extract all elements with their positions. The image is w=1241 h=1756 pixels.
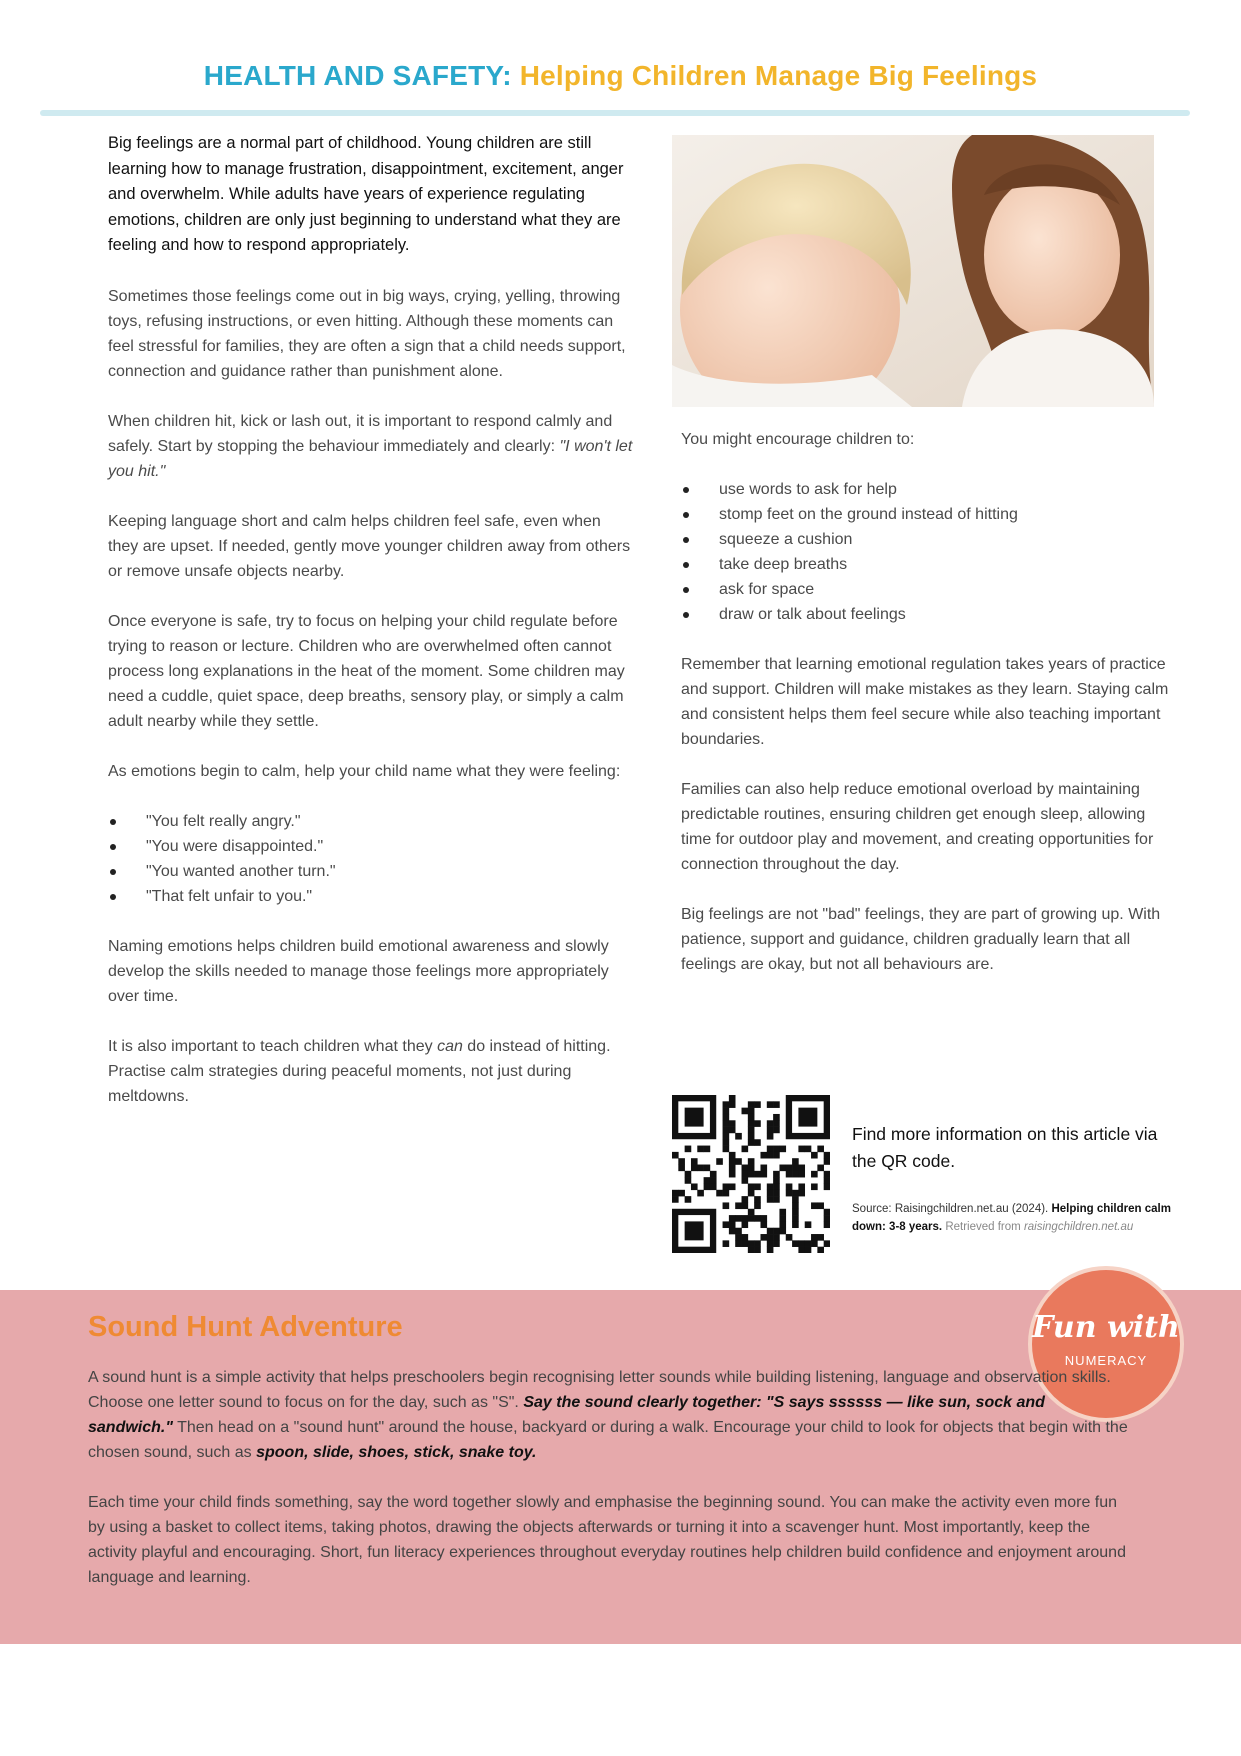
paragraph: Sometimes those feelings come out in big ways, crying, yelling, throwing toys, refusing instructions, or even hitting. Although these moments can feel stressful for families, they are often a sign that a child needs support, connection and guidance rather than punishment alone. bbox=[108, 287, 626, 380]
paragraph: Once everyone is safe, try to focus on helping your child regulate before trying to reason or lecture. Children who are overwhelmed often cannot process long explanations in the heat of the moment. Some children may need a cuddle, quiet space, deep breaths, sensory play, or simply a calm adult nearby while they settle. bbox=[108, 612, 625, 730]
list-item: draw or talk about feelings bbox=[681, 602, 1176, 627]
strategies-list bbox=[681, 477, 1176, 627]
source-label: Source: Raisingchildren.net.au (2024). bbox=[852, 1203, 1052, 1215]
strategies-intro: You might encourage children to: bbox=[681, 431, 915, 448]
photo-illustration bbox=[672, 135, 1154, 407]
paragraph bbox=[108, 409, 633, 484]
qr-code[interactable] bbox=[672, 1095, 830, 1253]
activity-body bbox=[88, 1365, 1133, 1615]
list-item: take deep breaths bbox=[681, 552, 1176, 577]
list-item: use words to ask for help bbox=[681, 477, 1176, 502]
badge-script-text: Fun with bbox=[1032, 1310, 1180, 1345]
list-item: "That felt unfair to you." bbox=[108, 884, 633, 909]
paragraph-text: When children hit, kick or lash out, it is important to respond calmly and safely. Start by stopping the behaviour immediately and clearly: bbox=[108, 412, 613, 455]
paragraph bbox=[88, 1365, 1133, 1465]
list-item: "You wanted another turn." bbox=[108, 859, 633, 884]
badge-subtext: NUMERACY bbox=[1064, 1353, 1148, 1368]
list-item: "You were disappointed." bbox=[108, 834, 633, 859]
emphasis-text: spoon, slide, shoes, stick, snake toy. bbox=[256, 1444, 537, 1461]
paragraph-text: do instead of hitting. Practise calm strategies during peaceful moments, not just during meltdowns. bbox=[108, 1037, 611, 1105]
lead-paragraph: Big feelings are a normal part of childhood. Young children are still learning how to manage frustration, disappointment, excitement, anger and overwhelm. While adults have years of experience regulating emotions, children are only just beginning to understand what they are feeling and how to respond appropriately. bbox=[108, 134, 624, 254]
title-main: Helping Children Manage Big Feelings bbox=[519, 60, 1038, 91]
list-item: ask for space bbox=[681, 577, 1176, 602]
list-item: stomp feet on the ground instead of hitting bbox=[681, 502, 1176, 527]
source-title: Helping children calm down: 3-8 years. bbox=[852, 1203, 1171, 1233]
title-prefix: HEALTH AND SAFETY: bbox=[203, 60, 512, 91]
left-column bbox=[108, 131, 633, 1134]
paragraph-text: Then head on a "sound hunt" around the house, backyard or during a walk. Encourage your child to look for objects that begin with the chosen sound, such as bbox=[88, 1419, 1128, 1461]
paragraph: Remember that learning emotional regulation takes years of practice and support. Children will make mistakes as they learn. Staying calm and consistent helps them feel secure while also teaching important boundaries. bbox=[681, 656, 1169, 748]
header-divider bbox=[40, 110, 1190, 116]
source-retrieved: Retrieved from bbox=[942, 1221, 1024, 1233]
mother-child-photo bbox=[672, 135, 1154, 407]
activity-title: Sound Hunt Adventure bbox=[88, 1311, 403, 1343]
paragraph: Each time your child finds something, say the word together slowly and emphasise the beginning sound. You can make the activity even more fun by using a basket to collect items, taking photos, drawing the objects afterwards or turning it into a scavenger hunt. Most importantly, keep the activity playful and encouraging. Short, fun literacy experiences throughout everyday routines help children build confidence and enjoyment around language and learning. bbox=[88, 1494, 1126, 1586]
qr-caption: Find more information on this article via the QR code. bbox=[852, 1124, 1158, 1171]
paragraph: As emotions begin to calm, help your child name what they were feeling: bbox=[108, 762, 621, 780]
source-site: raisingchildren.net.au bbox=[1023, 1221, 1134, 1233]
list-item: "You felt really angry." bbox=[108, 809, 633, 834]
quote-text: "I won't let you hit." bbox=[108, 437, 633, 480]
qr-code-graphic bbox=[672, 1095, 830, 1253]
paragraph: Keeping language short and calm helps children feel safe, even when they are upset. If needed, gently move younger children away from others or remove unsafe objects nearby. bbox=[108, 512, 631, 580]
paragraph: Naming emotions helps children build emotional awareness and slowly develop the skills needed to manage those feelings more appropriately over time. bbox=[108, 937, 609, 1005]
source-citation bbox=[852, 1200, 1182, 1236]
page-title bbox=[0, 60, 1241, 92]
feelings-list bbox=[108, 809, 633, 909]
emphasis-text: can bbox=[437, 1037, 463, 1055]
paragraph-text: It is also important to teach children what they bbox=[108, 1037, 438, 1055]
paragraph bbox=[108, 1034, 633, 1109]
paragraph: Families can also help reduce emotional overload by maintaining predictable routines, ensuring children get enough sleep, allowing time for outdoor play and movement, and creating opportunities for connection throughout the day. bbox=[681, 781, 1154, 873]
paragraph: Big feelings are not "bad" feelings, they are part of growing up. With patience, support and guidance, children gradually learn that all feelings are okay, but not all behaviours are. bbox=[681, 906, 1161, 973]
paragraph-text: A sound hunt is a simple activity that helps preschoolers begin recognising letter sounds while building listening, language and observation skills. Choose one letter sound to focus on for the day, such as "S". bbox=[88, 1369, 1111, 1411]
list-item: squeeze a cushion bbox=[681, 527, 1176, 552]
emphasis-text: Say the sound clearly together: "S says ssssss — like sun, sock and sandwich." bbox=[88, 1394, 1045, 1436]
right-column bbox=[681, 427, 1176, 1002]
